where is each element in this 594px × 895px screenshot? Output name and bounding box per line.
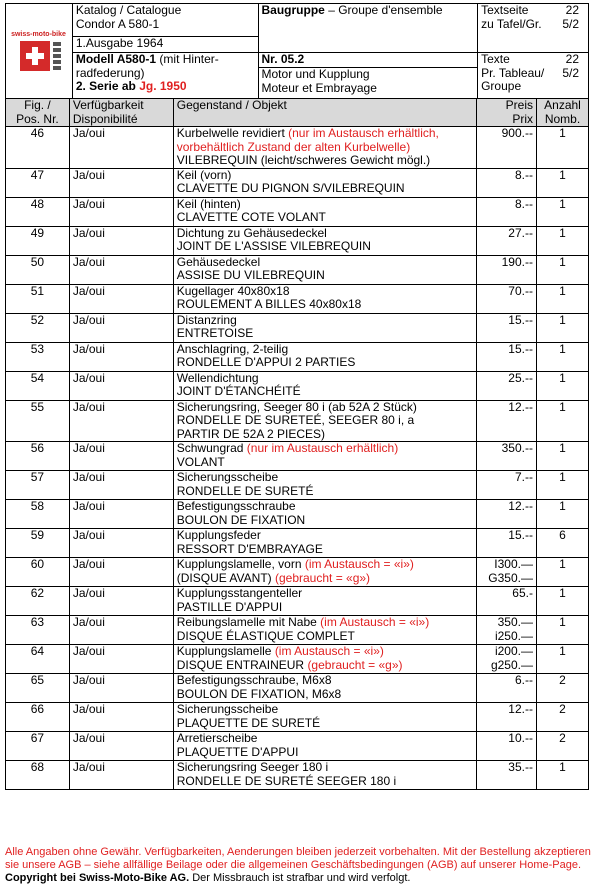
quantity: 6 xyxy=(536,529,588,558)
quantity: 1 xyxy=(536,284,588,313)
availability: Ja/oui xyxy=(69,645,173,674)
item-description: Arretierscheibe PLAQUETTE D'APPUI xyxy=(173,732,476,761)
item-description: Kurbelwelle revidiert (nur im Austausch erhältlich, vorbehältlich Zustand der alten Kurbelwelle) VILEBREQUIN (leicht/schweres Gewicht mögl.) xyxy=(173,127,476,169)
quantity: 1 xyxy=(536,197,588,226)
quantity: 1 xyxy=(536,400,588,442)
col-item: Gegenstand / Objekt xyxy=(173,99,476,127)
price: i200.— g250.— xyxy=(477,645,537,674)
quantity: 2 xyxy=(536,732,588,761)
quantity: 1 xyxy=(536,587,588,616)
price: 350.— i250.— xyxy=(477,616,537,645)
availability: Ja/oui xyxy=(69,342,173,371)
availability: Ja/oui xyxy=(69,703,173,732)
table-row xyxy=(6,500,589,529)
quantity: 1 xyxy=(536,226,588,255)
pos-number: 57 xyxy=(6,471,70,500)
availability: Ja/oui xyxy=(69,226,173,255)
pos-number: 55 xyxy=(6,400,70,442)
pos-number: 54 xyxy=(6,371,70,400)
parts-table xyxy=(5,98,589,790)
col-price: Preis Prix xyxy=(477,99,537,127)
price: 8.-- xyxy=(477,197,537,226)
availability: Ja/oui xyxy=(69,500,173,529)
item-description: Sicherungsscheibe PLAQUETTE DE SURETÉ xyxy=(173,703,476,732)
quantity: 1 xyxy=(536,255,588,284)
disclaimer-footer: Alle Angaben ohne Gewähr. Verfügbarkeiten, Aenderungen bleiben jederzeit vorbehalten. Mit der Bestellung akzeptieren sie unsere AGB – siehe allfällige Beilage oder die allgemeinen Geschäftsbedingungen (AGB) auf unserer Home-Page. Copyright bei Swiss-Moto-Bike AG. Der Missbrauch ist strafbar und wird verfolgt. xyxy=(5,846,591,884)
price: 190.-- xyxy=(477,255,537,284)
table-row xyxy=(6,168,589,197)
item-description: Gehäusedeckel ASSISE DU VILEBREQUIN xyxy=(173,255,476,284)
table-row xyxy=(6,255,589,284)
availability: Ja/oui xyxy=(69,284,173,313)
price: 15.-- xyxy=(477,313,537,342)
table-row xyxy=(6,645,589,674)
availability: Ja/oui xyxy=(69,529,173,558)
price: 350.-- xyxy=(477,442,537,471)
edition: 1.Ausgabe 1964 xyxy=(72,37,258,53)
item-description: Keil (vorn) CLAVETTE DU PIGNON S/VILEBREQUIN xyxy=(173,168,476,197)
availability: Ja/oui xyxy=(69,761,173,790)
price: 10.-- xyxy=(477,732,537,761)
quantity: 1 xyxy=(536,127,588,169)
table-row xyxy=(6,471,589,500)
quantity: 2 xyxy=(536,674,588,703)
item-description: Befestigungsschraube BOULON DE FIXATION xyxy=(173,500,476,529)
availability: Ja/oui xyxy=(69,471,173,500)
col-qty: Anzahl Nomb. xyxy=(536,99,588,127)
quantity: 1 xyxy=(536,500,588,529)
pos-number: 66 xyxy=(6,703,70,732)
item-description: Schwungrad (nur im Austausch erhältlich) VOLANT xyxy=(173,442,476,471)
price: 65.- xyxy=(477,587,537,616)
price: 15.-- xyxy=(477,529,537,558)
pos-number: 48 xyxy=(6,197,70,226)
price: 27.-- xyxy=(477,226,537,255)
item-description: Kupplungsstangenteller PASTILLE D'APPUI xyxy=(173,587,476,616)
table-row xyxy=(6,616,589,645)
price: I300.— G350.— xyxy=(477,558,537,587)
table-row xyxy=(6,284,589,313)
catalog-header xyxy=(5,3,589,99)
availability: Ja/oui xyxy=(69,168,173,197)
availability: Ja/oui xyxy=(69,127,173,169)
price: 12.-- xyxy=(477,500,537,529)
price: 900.-- xyxy=(477,127,537,169)
motorbike-bars-icon xyxy=(53,42,61,70)
table-row xyxy=(6,703,589,732)
price: 12.-- xyxy=(477,400,537,442)
availability: Ja/oui xyxy=(69,674,173,703)
price: 8.-- xyxy=(477,168,537,197)
table-row xyxy=(6,371,589,400)
table-row xyxy=(6,342,589,371)
availability: Ja/oui xyxy=(69,616,173,645)
col-pos: Fig. / Pos. Nr. xyxy=(6,99,70,127)
item-description: Kugellager 40x80x18 ROULEMENT A BILLES 40x80x18 xyxy=(173,284,476,313)
item-description: Kupplungslamelle, vorn (im Austausch = «i») (DISQUE AVANT) (gebraucht = «g») xyxy=(173,558,476,587)
table-row xyxy=(6,226,589,255)
pos-number: 52 xyxy=(6,313,70,342)
table-row xyxy=(6,558,589,587)
group-number: Nr. 05.2 xyxy=(258,53,478,68)
price: 12.-- xyxy=(477,703,537,732)
quantity: 1 xyxy=(536,761,588,790)
item-description: Sicherungsscheibe RONDELLE DE SURETÉ xyxy=(173,471,476,500)
quantity: 1 xyxy=(536,168,588,197)
availability: Ja/oui xyxy=(69,732,173,761)
item-description: Reibungslamelle mit Nabe (im Austausch = «i») DISQUE ÉLASTIQUE COMPLET xyxy=(173,616,476,645)
price: 70.-- xyxy=(477,284,537,313)
table-row xyxy=(6,313,589,342)
table-row xyxy=(6,732,589,761)
table-row xyxy=(6,442,589,471)
pos-number: 64 xyxy=(6,645,70,674)
item-description: Befestigungsschraube, M6x8 BOULON DE FIXATION, M6x8 xyxy=(173,674,476,703)
pos-number: 50 xyxy=(6,255,70,284)
item-description: Kupplungslamelle (im Austausch = «i») DISQUE ENTRAINEUR (gebraucht = «g») xyxy=(173,645,476,674)
price: 6.-- xyxy=(477,674,537,703)
quantity: 1 xyxy=(536,471,588,500)
quantity: 1 xyxy=(536,645,588,674)
quantity: 1 xyxy=(536,371,588,400)
price: 25.-- xyxy=(477,371,537,400)
pos-number: 68 xyxy=(6,761,70,790)
item-description: Anschlagring, 2-teilig RONDELLE D'APPUI 2 PARTIES xyxy=(173,342,476,371)
availability: Ja/oui xyxy=(69,371,173,400)
quantity: 1 xyxy=(536,616,588,645)
quantity: 2 xyxy=(536,703,588,732)
model-info: Modell A580-1 (mit Hinter- radfederung) 2. Serie ab Jg. 1950 xyxy=(72,53,258,99)
group-name: Motor und Kupplung Moteur et Embrayage xyxy=(258,68,478,99)
text-page-info: Textseite 22 zu Tafel/Gr. 5/2 xyxy=(478,4,589,53)
availability: Ja/oui xyxy=(69,255,173,284)
quantity: 1 xyxy=(536,313,588,342)
availability: Ja/oui xyxy=(69,313,173,342)
pos-number: 46 xyxy=(6,127,70,169)
texte-info: Texte 22 Pr. Tableau/ 5/2 Groupe xyxy=(478,53,589,99)
table-row xyxy=(6,197,589,226)
table-row xyxy=(6,127,589,169)
item-description: Wellendichtung JOINT D'ÉTANCHÉITÉ xyxy=(173,371,476,400)
item-description: Distanzring ENTRETOISE xyxy=(173,313,476,342)
availability: Ja/oui xyxy=(69,558,173,587)
group-title: Baugruppe – Groupe d'ensemble xyxy=(258,4,478,53)
table-row xyxy=(6,761,589,790)
pos-number: 51 xyxy=(6,284,70,313)
item-description: Dichtung zu Gehäusedeckel JOINT DE L'ASSISE VILEBREQUIN xyxy=(173,226,476,255)
pos-number: 67 xyxy=(6,732,70,761)
swiss-moto-bike-logo: swiss-moto-bike xyxy=(11,31,66,91)
availability: Ja/oui xyxy=(69,587,173,616)
table-row xyxy=(6,674,589,703)
availability: Ja/oui xyxy=(69,442,173,471)
col-availability: Verfügbarkeit Disponibilité xyxy=(69,99,173,127)
availability: Ja/oui xyxy=(69,400,173,442)
availability: Ja/oui xyxy=(69,197,173,226)
price: 15.-- xyxy=(477,342,537,371)
quantity: 1 xyxy=(536,442,588,471)
pos-number: 47 xyxy=(6,168,70,197)
price: 7.-- xyxy=(477,471,537,500)
table-row xyxy=(6,400,589,442)
table-row xyxy=(6,529,589,558)
pos-number: 53 xyxy=(6,342,70,371)
pos-number: 65 xyxy=(6,674,70,703)
item-description: Sicherungsring, Seeger 80 i (ab 52A 2 Stück) RONDELLE DE SURETEÉ, SEEGER 80 i, a PARTIR DE 52A 2 PIECES) xyxy=(173,400,476,442)
pos-number: 58 xyxy=(6,500,70,529)
catalog-title: Katalog / Catalogue Condor A 580-1 xyxy=(72,4,258,37)
quantity: 1 xyxy=(536,342,588,371)
table-row xyxy=(6,587,589,616)
pos-number: 56 xyxy=(6,442,70,471)
pos-number: 60 xyxy=(6,558,70,587)
price: 35.-- xyxy=(477,761,537,790)
pos-number: 62 xyxy=(6,587,70,616)
table-header-row xyxy=(6,99,589,127)
quantity: 1 xyxy=(536,558,588,587)
item-description: Kupplungsfeder RESSORT D'EMBRAYAGE xyxy=(173,529,476,558)
item-description: Sicherungsring Seeger 180 i RONDELLE DE SURETÉ SEEGER 180 i xyxy=(173,761,476,790)
swiss-cross-icon xyxy=(20,41,50,71)
pos-number: 49 xyxy=(6,226,70,255)
pos-number: 59 xyxy=(6,529,70,558)
item-description: Keil (hinten) CLAVETTE COTE VOLANT xyxy=(173,197,476,226)
pos-number: 63 xyxy=(6,616,70,645)
